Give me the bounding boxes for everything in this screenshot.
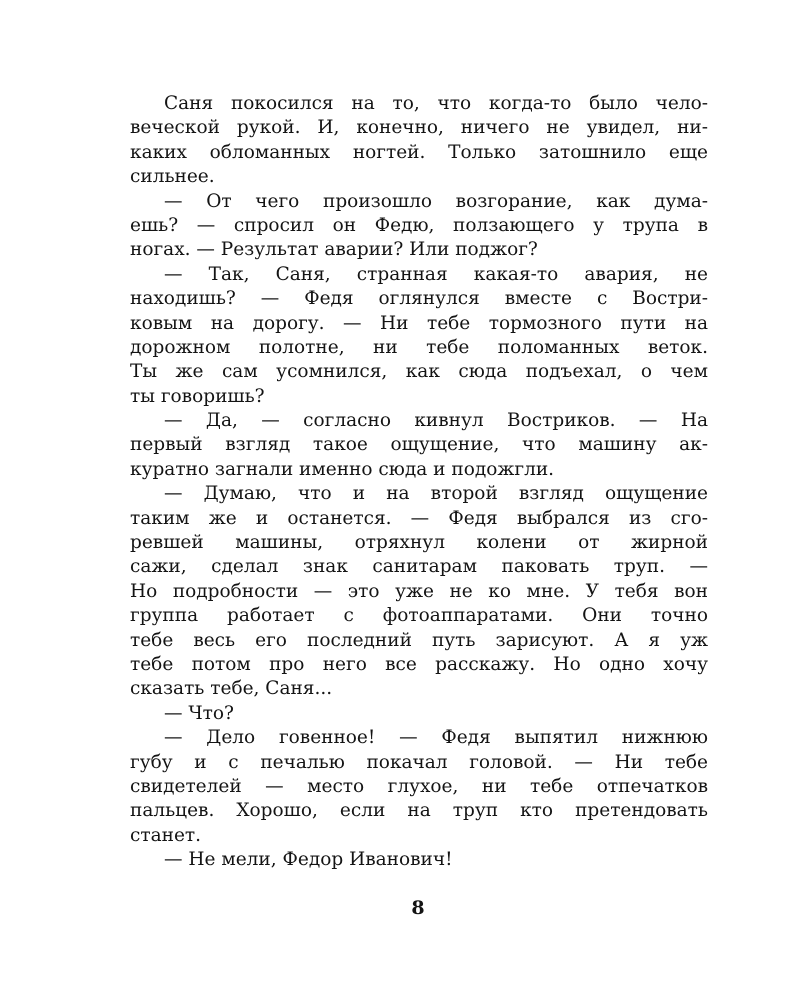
- text-line: — Думаю, что и на второй взгляд ощущение: [164, 483, 708, 505]
- text-line: каких обломанных ногтей. Только затошнило еще: [130, 141, 708, 163]
- text-line: — От чего произошло возгорание, как дума-: [164, 190, 708, 212]
- text-line: — Так, Саня, странная какая-то авария, не: [164, 263, 708, 285]
- text-line: ковым на дорогу. — Ни тебе тормозного пути на: [130, 312, 708, 334]
- text-line: станет.: [130, 824, 202, 846]
- text-line: ешь? — спросил он Федю, ползающего у трупа в: [130, 214, 708, 236]
- text-line: Саня покосился на то, что когда-то было чело-: [164, 93, 708, 114]
- text-line: куратно загнали именно сюда и подожгли.: [130, 458, 555, 480]
- text-line: Но подробности — это уже не ко мне. У тебя вон: [130, 580, 708, 602]
- text-line: ногах. — Результат аварии? Или поджог?: [130, 239, 538, 261]
- text-line: дорожном полотне, ни тебе поломанных веток.: [130, 336, 708, 358]
- page-number: 8: [411, 897, 425, 919]
- text-line: находишь? — Федя оглянулся вместе с Востри-: [130, 288, 708, 310]
- text-line: губу и с печалью покачал головой. — Ни тебе: [130, 751, 708, 773]
- text-line: таким же и останется. — Федя выбрался из сго-: [130, 507, 708, 529]
- text-line: сильнее.: [130, 166, 215, 188]
- text-line: тебе весь его последний путь зарисуют. А я уж: [130, 629, 708, 651]
- page-body-text: [130, 92, 708, 873]
- text-line: Ты же сам усомнился, как сюда подъехал, о чем: [130, 361, 708, 383]
- text-line: тебе потом про него все расскажу. Но одно хочу: [130, 653, 708, 675]
- text-line: группа работает с фотоаппаратами. Они точно: [130, 605, 708, 627]
- text-line: сажи, сделал знак санитарам паковать труп. —: [130, 556, 708, 578]
- text-line: сказать тебе, Саня...: [130, 678, 333, 700]
- text-line: — Не мели, Федор Иванович!: [164, 849, 453, 871]
- text-line: первый взгляд такое ощущение, что машину ак-: [130, 434, 708, 456]
- text-line: пальцев. Хорошо, если на труп кто претендовать: [130, 800, 708, 822]
- text-line: ревшей машины, отряхнул колени от жирной: [130, 532, 708, 554]
- text-line: ты говоришь?: [130, 385, 265, 407]
- text-line: — Что?: [164, 702, 234, 724]
- text-line: свидетелей — место глухое, ни тебе отпечатков: [130, 775, 708, 797]
- text-line: веческой рукой. И, конечно, ничего не увидел, ни-: [130, 117, 708, 139]
- text-line: — Да, — согласно кивнул Востриков. — На: [164, 410, 708, 432]
- text-line: — Дело говенное! — Федя выпятил нижнюю: [164, 727, 708, 749]
